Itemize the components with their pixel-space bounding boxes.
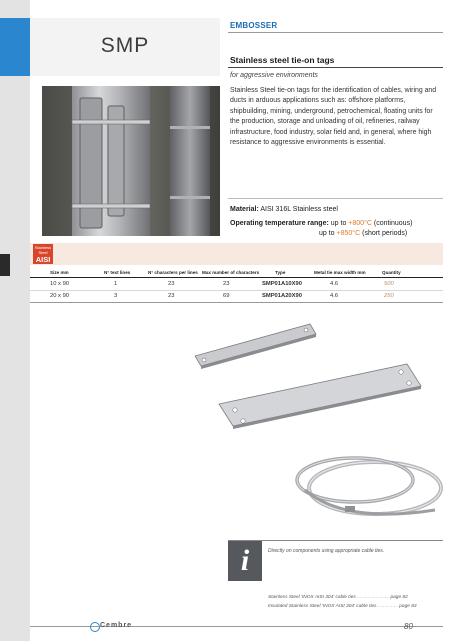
brand-name: Cembre bbox=[100, 622, 133, 629]
table-cell: 69 bbox=[223, 293, 230, 299]
table-header-band bbox=[30, 243, 443, 265]
reference-page: page 82 bbox=[390, 595, 408, 600]
product-name: Stainless steel tie-on tags bbox=[230, 55, 335, 65]
table-header-tie-width: Metal tie max width mm bbox=[314, 270, 366, 275]
sidebar-section-marker bbox=[0, 254, 10, 276]
logo-bottom-text: AISI bbox=[35, 255, 51, 264]
page-number: 80 bbox=[404, 622, 413, 631]
table-cell: 23 bbox=[168, 293, 175, 299]
material-spec bbox=[230, 206, 338, 213]
info-icon: i bbox=[228, 541, 262, 581]
reference-page: page 83 bbox=[399, 604, 417, 609]
reference-text: Insulated Stainless Steel 'INOX AISI 304' cable ties bbox=[268, 604, 377, 609]
temperature-note-2: (short periods) bbox=[362, 230, 408, 237]
temperature-label: Operating temperature range: bbox=[230, 220, 329, 227]
table-header-size: Size mm bbox=[50, 270, 69, 275]
reference-text: Stainless Steel 'INOX AISI 304' cable ties bbox=[268, 595, 356, 600]
table-header-quantity: Quantity bbox=[382, 270, 401, 275]
reference-line-2: Insulated Stainless Steel 'INOX AISI 304' cable ties ............... page 83 bbox=[268, 604, 417, 609]
material-label: Material: bbox=[230, 206, 259, 213]
table-bottom-rule bbox=[30, 302, 443, 303]
temperature-value-2: +850°C bbox=[336, 230, 361, 237]
temperature-spec-line2 bbox=[319, 230, 407, 237]
info-note: Directly on components using appropriate cable ties. bbox=[268, 548, 385, 554]
cembre-logo-icon bbox=[90, 622, 100, 632]
series-title: SMP bbox=[100, 34, 150, 57]
aisi-material-logo bbox=[33, 244, 53, 264]
table-cell: 3 bbox=[114, 293, 118, 299]
temperature-spec-line1 bbox=[230, 220, 412, 227]
sidebar-blue-accent bbox=[0, 18, 30, 76]
table-cell: 1 bbox=[114, 281, 118, 287]
cable-ties-image bbox=[285, 440, 445, 530]
table-cell-type: SMP01A20X90 bbox=[262, 293, 302, 299]
pipe-with-tags-illustration bbox=[42, 86, 220, 236]
table-cell: 10 x 90 bbox=[50, 281, 70, 287]
table-row-divider bbox=[30, 290, 443, 291]
table-cell-type: SMP01A10X90 bbox=[262, 281, 302, 287]
logo-top-text: Stainless Steel bbox=[34, 245, 52, 255]
material-value: AISI 316L Stainless steel bbox=[260, 206, 338, 213]
table-header-rule bbox=[30, 277, 443, 278]
table-cell: 23 bbox=[223, 281, 230, 287]
reference-line-1: Stainless Steel 'INOX AISI 304' cable ties ........................ page 82 bbox=[268, 595, 408, 600]
specs-divider bbox=[228, 198, 443, 199]
table-cell: 20 x 90 bbox=[50, 293, 70, 299]
table-cell-quantity: 500 bbox=[384, 281, 394, 287]
product-name-underline bbox=[228, 67, 443, 68]
table-cell-quantity: 250 bbox=[384, 293, 394, 299]
table-header-chars-per-line: N° characters per lines bbox=[148, 270, 198, 275]
table-header-text-lines: N° text lines bbox=[104, 270, 131, 275]
product-photo bbox=[42, 86, 220, 236]
temperature-prefix-1: up to bbox=[330, 220, 347, 227]
table-header-type: Type bbox=[275, 270, 286, 275]
table-cell: 23 bbox=[168, 281, 175, 287]
table-header-max-chars: Max number of characters bbox=[202, 270, 260, 275]
temperature-value-1: +800°C bbox=[348, 220, 372, 227]
category-divider bbox=[228, 32, 443, 33]
product-subtitle: for aggressive environments bbox=[230, 72, 318, 79]
temperature-note-1: (continuous) bbox=[373, 220, 413, 227]
temperature-prefix-2: up to bbox=[319, 230, 335, 237]
product-description: Stainless Steel tie-on tags for the identification of cables, wiring and ducts in arduous applications such as: offshore platforms, shipbuilding, mining, underground, petrochemical, floating units for the production, storage and unloading of oil, refineries, railway infrastructure, food industry, solar field and, in general, where high resistance to aggressive environments is essential. bbox=[230, 87, 437, 147]
table-cell: 4.6 bbox=[330, 281, 339, 287]
left-sidebar-band bbox=[0, 0, 30, 641]
table-cell: 4.6 bbox=[330, 293, 339, 299]
category-label: EMBOSSER bbox=[230, 21, 278, 30]
large-tag-image bbox=[215, 360, 425, 430]
